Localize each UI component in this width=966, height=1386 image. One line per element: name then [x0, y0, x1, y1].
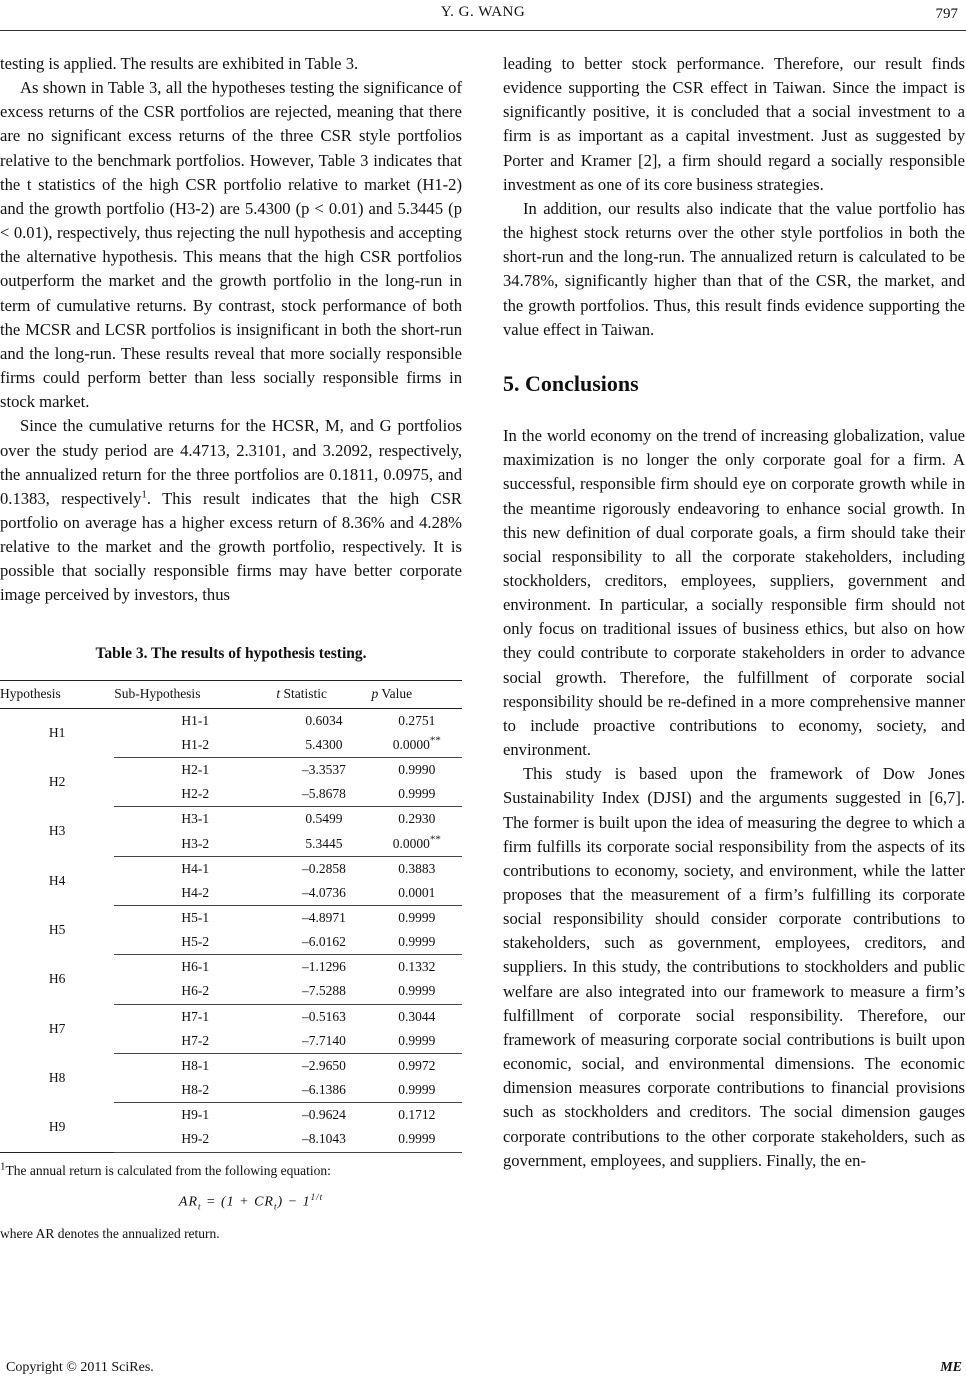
- page-number: 797: [935, 6, 958, 22]
- left-paragraph-2: As shown in Table 3, all the hypotheses testing the significance of excess returns of the CSR portfolios are rejected, meaning that there are no significant excess returns of the three CSR style portfolios relative to the benchmark portfolios. However, Table 3 indicates that the t statistics of the high CSR portfolio relative to market (H1-2) and the growth portfolio (H3-2) are 5.4300 (p < 0.01) and 5.3445 (p < 0.01), respectively, thus rejecting the null hypothesis and accepting the alternative hypothesis. This means that the high CSR portfolios outperform the market and the growth portfolio in the long-run in term of cumulative returns. By contrast, stock performance of both the MCSR and LCSR portfolios is insignificant in both the short-run and the long-run. These results reveal that more socially responsible firms could perform better than less socially responsible firms in stock market.: [0, 78, 462, 412]
- t-statistic-cell: –6.0162: [276, 930, 371, 955]
- table-header-row: [0, 680, 462, 708]
- table-footnote-text: The annual return is calculated from the following equation:: [5, 1162, 331, 1178]
- table-footnote: [0, 1161, 462, 1181]
- equation-exponent: 1/t: [310, 1191, 324, 1202]
- left-paragraph-3-text: Since the cumulative returns for the HCSR, M, and G portfolios over the study period are 4.4713, 2.3101, and 3.2092, respectively, the annualized return for the three portfolios are 0.1811, 0.0975, and 0.1383, respectively: [0, 416, 462, 508]
- table-row: [0, 758, 462, 783]
- sub-hypothesis-cell: H2-1: [181, 762, 210, 778]
- p-value-cell: 0.9999: [372, 782, 462, 807]
- p-value-cell: 0.2930: [398, 811, 436, 827]
- sub-hypothesis-cell: H7-2: [114, 1029, 276, 1054]
- hypothesis-cell: H7: [48, 1020, 66, 1036]
- t-statistic-cell: –0.2858: [301, 860, 346, 876]
- equation-subscript-1: t: [198, 1201, 202, 1212]
- significance-mark: **: [429, 734, 441, 747]
- sub-hypothesis-cell: H3-2: [114, 832, 276, 857]
- t-statistic-cell: –8.1043: [276, 1127, 371, 1152]
- sub-hypothesis-cell: H1-1: [181, 712, 210, 728]
- t-statistic-cell: 0.6034: [305, 712, 343, 728]
- table-row: [0, 1053, 462, 1078]
- t-statistic-cell: –4.0736: [276, 881, 371, 906]
- header-t-statistic: t Statistic: [276, 680, 371, 708]
- right-column: [503, 52, 965, 1173]
- p-value-cell: 0.3883: [398, 860, 436, 876]
- where-note: where AR denotes the annualized return.: [0, 1226, 220, 1242]
- significance-mark: **: [429, 833, 441, 846]
- right-paragraph-4: This study is based upon the framework of Dow Jones Sustainability Index (DJSI) and the arguments suggested in [6,7]. The former is built upon the idea of measuring the degree to which a firm fulfills its corporate social responsibility from the aspects of its contributions to economy, society, and environment, while the latter proposes that the measurement of a firm’s fulfilling its corporate social responsibility should consider corporate contributions to stakeholders, such as government, employees, creditors, and suppliers. In this study, the contributions to stockholders and public welfare are also integrated into our framework to measure a firm’s fulfillment of corporate social responsibility. Therefore, our framework of measuring corporate social contributions is built upon economic, social, and environmental dimensions. The economic dimension measures corporate contributions to financial provisions such as stockholders and creditors. The social dimension gauges corporate contributions to the other corporate stakeholders, such as government, employees, and suppliers. Finally, the en-: [503, 764, 965, 1170]
- table-row: [0, 807, 462, 832]
- table-row: [0, 1004, 462, 1029]
- header-rule: [0, 30, 966, 31]
- journal-abbrev: ME: [940, 1360, 962, 1375]
- p-value-cell: 0.9972: [398, 1057, 436, 1073]
- table-row: [0, 955, 462, 980]
- p-value-cell: 0.0000**: [372, 733, 462, 758]
- hypothesis-cell: H1: [48, 725, 66, 741]
- hypothesis-cell: H9: [0, 1103, 114, 1152]
- sub-hypothesis-cell: H8-2: [114, 1078, 276, 1103]
- sub-hypothesis-cell: H5-1: [181, 910, 210, 925]
- hypothesis-cell: H6: [48, 971, 66, 987]
- footnote-mark: 1: [141, 488, 147, 501]
- header-p-value: p Value: [372, 680, 462, 708]
- p-value-cell: 0.0001: [372, 881, 462, 906]
- sub-hypothesis-cell: H5-2: [114, 930, 276, 955]
- sub-hypothesis-cell: H4-2: [114, 881, 276, 906]
- running-header-author: Y. G. WANG: [440, 4, 526, 20]
- p-value-cell: 0.9999: [372, 979, 462, 1004]
- p-value-cell: 0.3044: [398, 1008, 436, 1024]
- t-statistic-cell: –0.9624: [301, 1107, 346, 1123]
- table-title: Table 3. The results of hypothesis testing.: [95, 644, 367, 662]
- left-column: [0, 52, 462, 1244]
- t-statistic-cell: –7.5288: [276, 979, 371, 1004]
- sub-hypothesis-cell: H7-1: [181, 1008, 210, 1024]
- sub-hypothesis-cell: H9-1: [181, 1107, 210, 1123]
- hypothesis-cell: H8: [48, 1070, 66, 1086]
- t-statistic-cell: –0.5163: [301, 1008, 346, 1024]
- table-footnote-mark: 1: [0, 1160, 6, 1173]
- p-value-cell: 0.9999: [372, 1029, 462, 1054]
- table-row: [0, 708, 462, 733]
- p-value-cell: 0.0000**: [372, 832, 462, 857]
- t-statistic-cell: –7.7140: [276, 1029, 371, 1054]
- right-paragraph-3: In the world economy on the trend of increasing globalization, value maximization is no longer the only corporate goal for a firm. A successful, responsible firm should eye on corporate growth while in the meantime rigorously endeavoring to enhance social growth. In this new definition of dual corporate goals, a firm should take their social responsibility to all the corporate stakeholders, including stockholders, creditors, employees, suppliers, government and environment. In particular, a socially responsible firm should not only focus on traditional issues of business ethics, but also on how they could contribute to corporate stakeholders in order to advance social growth. Therefore, the fulfillment of corporate social responsibility should be re-defined in a more comprehensive manner to include proactive contributions to economy, society, and environment.: [503, 426, 965, 760]
- t-statistic-cell: –6.1386: [276, 1078, 371, 1103]
- hypothesis-cell: H3: [48, 823, 66, 839]
- table-body: [0, 708, 462, 1152]
- table-row: [0, 906, 462, 931]
- p-value-cell: 0.9999: [372, 1078, 462, 1103]
- t-statistic-cell: –3.3537: [301, 762, 346, 778]
- table-row: [0, 856, 462, 881]
- p-value-cell: 0.1332: [398, 959, 436, 975]
- p-value-cell: 0.9999: [372, 1127, 462, 1152]
- t-statistic-cell: 5.4300: [276, 733, 371, 758]
- equation-tail: ) − 1: [277, 1194, 311, 1210]
- t-statistic-cell: –2.9650: [301, 1057, 346, 1073]
- left-paragraph-1: testing is applied. The results are exhibited in Table 3.: [0, 54, 359, 73]
- annual-return-equation: [40, 1185, 462, 1219]
- t-statistic-cell: 0.5499: [305, 811, 343, 827]
- sub-hypothesis-cell: H2-2: [114, 782, 276, 807]
- hypothesis-cell: H2: [48, 774, 66, 790]
- p-value-cell: 0.9999: [398, 910, 436, 925]
- header-sub-hypothesis: Sub-Hypothesis: [114, 680, 276, 708]
- sub-hypothesis-cell: H3-1: [181, 811, 210, 827]
- sub-hypothesis-cell: H1-2: [114, 733, 276, 758]
- hypothesis-cell: H4: [48, 872, 66, 888]
- section-heading-conclusions: 5. Conclusions: [503, 370, 639, 396]
- t-statistic-cell: 5.3445: [276, 832, 371, 857]
- p-value-cell: 0.9999: [372, 930, 462, 955]
- results-table: [0, 680, 462, 1153]
- t-statistic-cell: –5.8678: [276, 782, 371, 807]
- equation-lhs: AR: [178, 1194, 198, 1210]
- p-value-cell: 0.9990: [398, 762, 436, 778]
- right-paragraph-1: leading to better stock performance. Therefore, our result finds evidence supporting the CSR effect in Taiwan. Since the impact is significantly positive, it is concluded that a social investment to a firm is as important as a capital investment. Just as suggested by Porter and Kramer [2], a firm should regard a socially responsible investment as one of its core business strategies.: [503, 54, 965, 194]
- copyright-notice: Copyright © 2011 SciRes.: [6, 1360, 154, 1375]
- equation-subscript-2: t: [273, 1201, 278, 1212]
- t-statistic-cell: –1.1296: [301, 959, 346, 975]
- left-paragraph-3-end: . This result indicates that the high CSR portfolio on average has a higher excess return of 8.36% and 4.28% relative to the market and the growth portfolio, respectively. It is possible that socially responsible firms may have better corporate image perceived by investors, thus: [0, 488, 462, 605]
- hypothesis-cell: H5: [48, 922, 66, 938]
- sub-hypothesis-cell: H8-1: [181, 1057, 210, 1073]
- equation-rhs: = (1 + CR: [206, 1194, 274, 1210]
- table-row: [0, 1103, 462, 1128]
- right-paragraph-2: In addition, our results also indicate that the value portfolio has the highest stock returns over the other style portfolios in both the short-run and the long-run. The annualized return is calculated to be 34.78%, significantly higher than that of the CSR, the market, and the growth portfolios. Thus, this result finds evidence supporting the value effect in Taiwan.: [503, 198, 965, 339]
- p-value-cell: 0.1712: [398, 1107, 436, 1123]
- sub-hypothesis-cell: H6-1: [181, 959, 210, 975]
- p-value-cell: 0.2751: [398, 712, 436, 728]
- left-paragraph-3: [0, 414, 462, 607]
- sub-hypothesis-cell: H4-1: [181, 860, 210, 876]
- sub-hypothesis-cell: H6-2: [114, 979, 276, 1004]
- header-hypothesis: Hypothesis: [0, 680, 114, 708]
- sub-hypothesis-cell: H9-2: [114, 1127, 276, 1152]
- t-statistic-cell: –4.8971: [301, 910, 346, 925]
